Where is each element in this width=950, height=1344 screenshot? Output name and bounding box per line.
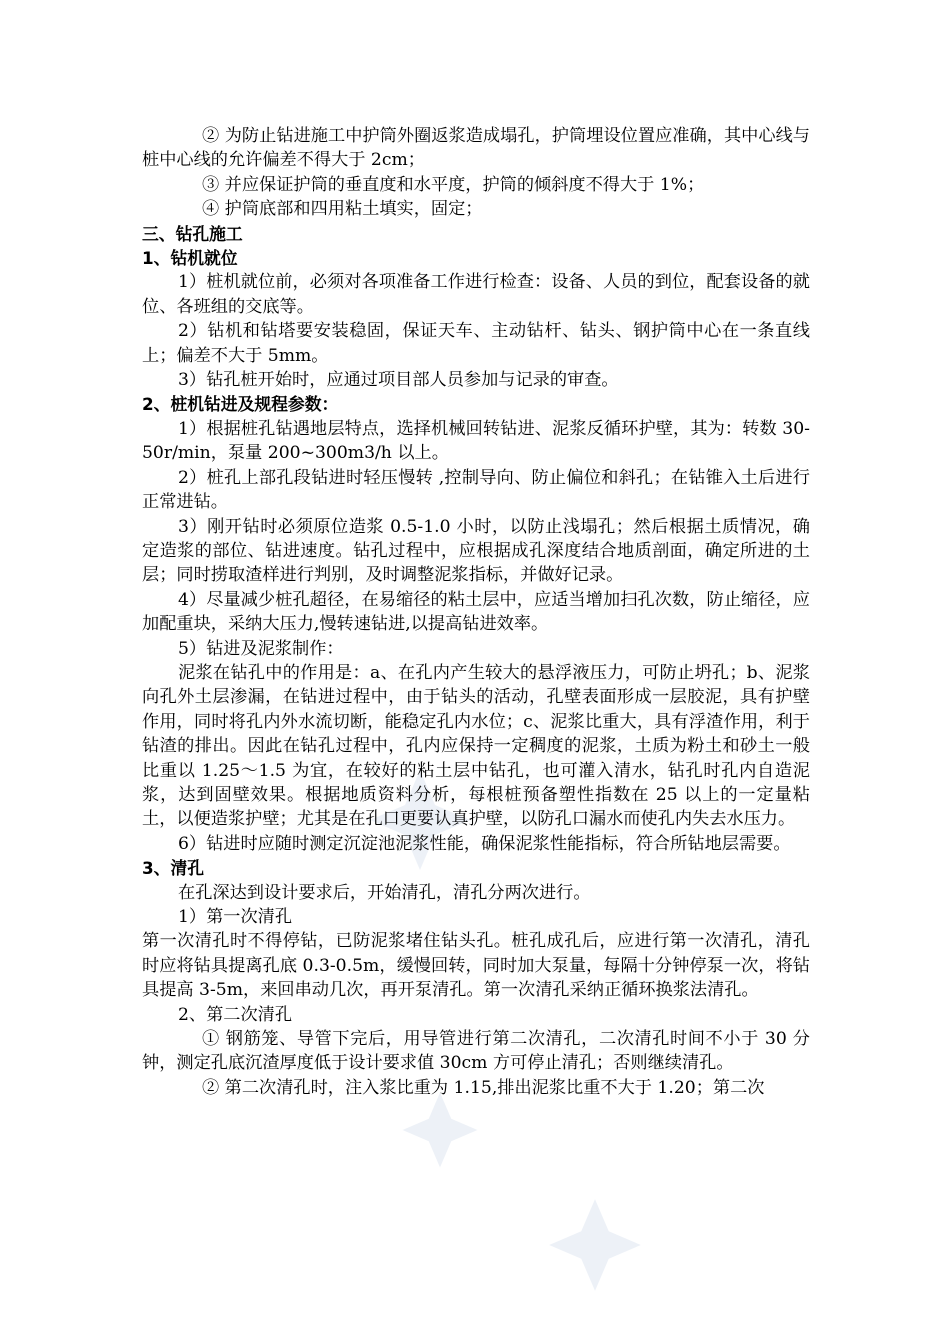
paragraph: 第一次清孔时不得停钻，已防泥浆堵住钻头孔。桩孔成孔后，应进行第一次清孔，清孔时应将钻具提离孔底 0.3-0.5m，缓慢回转，同时加大泵量，每隔十分钟停泵一次，将钻具提高 3-5m，来回串动几次，再开泵清孔。第一次清孔采纳正循环换浆法清孔。 [142, 931, 810, 1001]
paragraph: 2、第二次清孔 [178, 1004, 293, 1025]
paragraph: 2）钻机和钻塔要安装稳固，保证天车、主动钻杆、钻头、钢护筒中心在一条直线上；偏差不大于 5mm。 [142, 321, 810, 366]
paragraph: 2）桩孔上部孔段钻进时轻压慢转 ,控制导向、防止偏位和斜孔；在钻锥入土后进行正常进钻。 [142, 467, 810, 513]
subsection-heading: 2、桩机钻进及规程参数： [142, 394, 339, 415]
paragraph: 3）刚开钻时必须原位造浆 0.5-1.0 小时，以防止浅塌孔；然后根据土质情况，确定造浆的部位、钻进速度。钻孔过程中，应根据成孔深度结合地质剖面，确定所进的土层；同时捞取渣样进行判别，及时调整泥浆指标，并做好记录。 [142, 516, 810, 586]
paragraph: 5）钻进及泥浆制作： [178, 638, 344, 659]
paragraph: 1）桩机就位前，必须对各项准备工作进行检查：设备、人员的到位，配套设备的就位、各班组的交底等。 [142, 272, 810, 317]
subsection-heading: 3、清孔 [142, 858, 205, 879]
paragraph: ② 为防止钻进施工中护筒外圈返浆造成塌孔，护筒埋设位置应准确，其中心线与桩中心线的允许偏差不得大于 2cm； [142, 126, 810, 171]
section-heading: 三、钻孔施工 [142, 223, 243, 244]
subsection-heading: 1、钻机就位 [142, 248, 238, 269]
paragraph: ④ 护筒底部和四用粘土填实，固定； [202, 199, 483, 220]
watermark-emblem-icon [540, 1190, 650, 1300]
paragraph: 在孔深达到设计要求后，开始清孔，清孔分两次进行。 [178, 882, 591, 903]
paragraph: 泥浆在钻孔中的作用是：a、在孔内产生较大的悬浮液压力，可防止坍孔；b、泥浆向孔外土层渗漏，在钻进过程中，由于钻头的活动，孔壁表面形成一层胶泥，具有护壁作用，同时将孔内外水流切断，能稳定孔内水位；c、泥浆比重大，具有浮渣作用，利于钻渣的排出。因此在钻孔过程中，孔内应保持一定稠度的泥浆，土质为粉土和砂土一般比重以 1.25～1.5 为宜，在较好的粘土层中钻孔，也可灌入清水，钻孔时孔内自造泥浆，达到固壁效果。根据地质资料分析，每根桩预备塑性指数在 25 以上的一定量粘土，以便造浆护壁；尤其是在孔口更要认真护壁，以防孔口漏水而使孔内失去水压力。 [142, 662, 810, 830]
document-body [142, 124, 810, 1100]
paragraph: 1）根据桩孔钻遇地层特点，选择机械回转钻进、泥浆反循环护壁，其为：转数 30-50r/min，泵量 200~300m3/h 以上。 [142, 418, 810, 464]
paragraph: ① 钢筋笼、导管下完后，用导管进行第二次清孔，二次清孔时间不小于 30 分钟，测定孔底沉渣厚度低于设计要求值 30cm 方可停止清孔；否则继续清孔。 [142, 1029, 810, 1074]
paragraph: ③ 并应保证护筒的垂直度和水平度，护筒的倾斜度不得大于 1%； [202, 174, 705, 195]
paragraph: 6）钻进时应随时测定沉淀池泥浆性能，确保泥浆性能指标，符合所钻地层需要。 [178, 833, 791, 854]
paragraph: ② 第二次清孔时，注入浆比重为 1.15,排出泥浆比重不大于 1.20；第二次 [202, 1077, 765, 1098]
paragraph: 4）尽量减少桩孔超径，在易缩径的粘土层中，应适当增加扫孔次数，防止缩径，应加配重块，采纳大压力,慢转速钻进,以提高钻进效率。 [142, 589, 810, 635]
paragraph: 3）钻孔桩开始时，应通过项目部人员参加与记录的审查。 [178, 370, 619, 391]
paragraph: 1）第一次清孔 [178, 907, 293, 927]
